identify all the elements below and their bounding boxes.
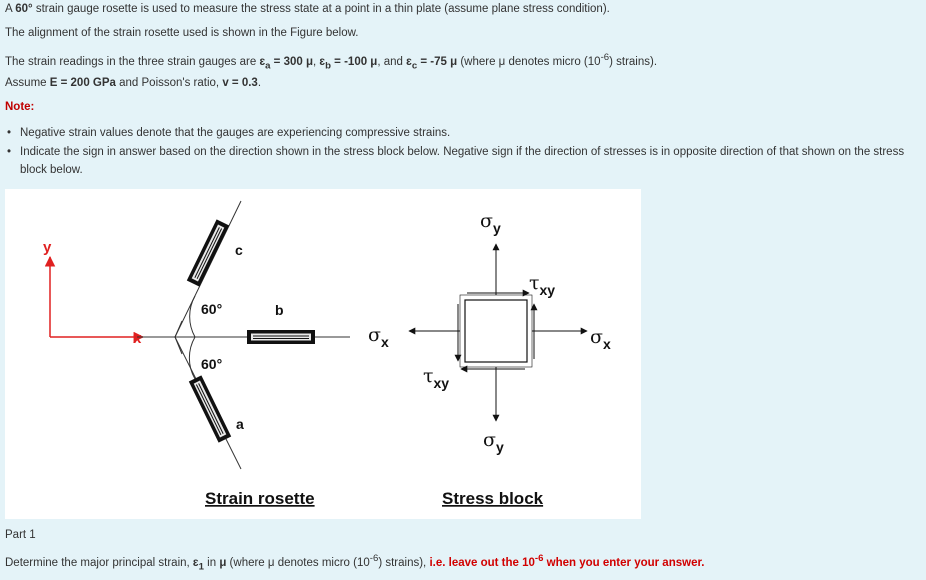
- strain-rosette-caption: Strain rosette: [205, 489, 315, 508]
- angle-top-label: 60°: [201, 301, 223, 317]
- sigma-x-left-label: $\sigma_x$: [368, 324, 389, 350]
- sup: -6: [600, 52, 610, 63]
- sup: -6: [534, 553, 544, 564]
- list-item: [5, 124, 920, 142]
- gauge-c-label: c: [235, 242, 243, 258]
- list-item-text: Negative strain values denote that the gauges are experiencing compressive strains.: [20, 127, 451, 139]
- stress-block-caption: Stress block: [442, 489, 544, 508]
- text: (where μ denotes micro (10: [457, 55, 601, 68]
- axis-x-label: x: [133, 330, 142, 347]
- sigma-y-top-label: $\sigma_y$: [480, 210, 501, 236]
- sub: 1: [198, 561, 204, 573]
- figure-svg: [5, 189, 641, 519]
- problem-line-2: The alignment of the strain rosette used is shown in the Figure below.: [5, 27, 359, 39]
- youngs-modulus: E = 200 GPa: [49, 77, 116, 89]
- text: strain gauge rosette is used to measure the stress state at a point in a thin plate (assume plane stress condition).: [32, 3, 610, 15]
- list-item-text: Indicate the sign in answer based on the direction shown in the stress block below. Negative sign if the direction of stresses is in opposite direction of that shown on the stress block below.: [20, 146, 905, 176]
- gauge-c: [187, 219, 229, 286]
- part-title: Part 1: [5, 529, 36, 541]
- answer-hint: [448, 553, 705, 569]
- text: The strain readings in the three strain gauges are: [5, 55, 260, 68]
- tau-xy-top-label: $\tau_{xy}$: [529, 272, 556, 298]
- bullet-icon: •: [7, 146, 12, 158]
- problem-line-1: [5, 3, 610, 15]
- gauge-a-label: a: [236, 416, 244, 432]
- text: , and: [377, 55, 407, 68]
- gauge-b-label: b: [275, 302, 284, 318]
- text: Assume: [5, 77, 50, 89]
- ie-text: i.e.: [429, 556, 446, 569]
- sigma-y-bottom-label: $\sigma_y$: [483, 429, 504, 455]
- stress-block: [460, 295, 532, 367]
- gauge-a: [189, 375, 231, 442]
- text: Determine the major principal strain,: [5, 556, 193, 569]
- text: and Poisson's ratio,: [115, 77, 223, 89]
- problem-line-4: [5, 77, 261, 89]
- strain-a: [259, 55, 314, 72]
- epsilon: ɛ: [319, 55, 326, 68]
- poisson-ratio: v = 0.3: [222, 77, 258, 89]
- text: A: [5, 3, 16, 15]
- note-title: Note:: [5, 101, 35, 113]
- bullet-icon: •: [7, 127, 12, 139]
- value: = 300 μ: [270, 55, 314, 68]
- value: = -100 μ: [330, 55, 378, 68]
- stress-arrows: [409, 244, 587, 421]
- sub: b: [325, 60, 331, 72]
- part-question: [5, 553, 705, 572]
- text: (where μ denotes micro (10: [226, 556, 370, 569]
- stress-labels: [368, 210, 611, 455]
- text: ,: [313, 55, 320, 68]
- epsilon: ɛ: [259, 55, 266, 68]
- gauge-b: [247, 330, 315, 344]
- xy-axes: [50, 257, 143, 337]
- epsilon: ɛ: [192, 556, 199, 569]
- note-list: [5, 124, 920, 180]
- sigma-x-right-label: $\sigma_x$: [590, 326, 611, 352]
- tau-xy-bottom-label: $\tau_{xy}$: [423, 365, 450, 391]
- text: leave out the 10: [448, 556, 535, 569]
- text: ) strains),: [378, 556, 430, 569]
- angle-bottom-label: 60°: [201, 356, 223, 372]
- text: when you enter your answer.: [543, 556, 705, 569]
- text: in: [203, 556, 220, 569]
- strain-b: [319, 55, 378, 72]
- sub: c: [411, 60, 418, 72]
- strain-c: [406, 55, 458, 72]
- text: ) strains).: [609, 55, 658, 68]
- epsilon-1: [192, 556, 204, 573]
- mu: μ: [219, 556, 227, 569]
- list-item: [5, 143, 920, 179]
- sup: -6: [369, 553, 379, 564]
- axis-y-label: y: [43, 239, 52, 256]
- sub: a: [265, 60, 271, 72]
- text: .: [257, 77, 262, 89]
- figure: [5, 189, 641, 519]
- problem-line-3: [5, 52, 657, 71]
- epsilon: ɛ: [406, 55, 412, 68]
- value: = -75 μ: [417, 55, 458, 68]
- rosette-angle: 60°: [15, 3, 33, 15]
